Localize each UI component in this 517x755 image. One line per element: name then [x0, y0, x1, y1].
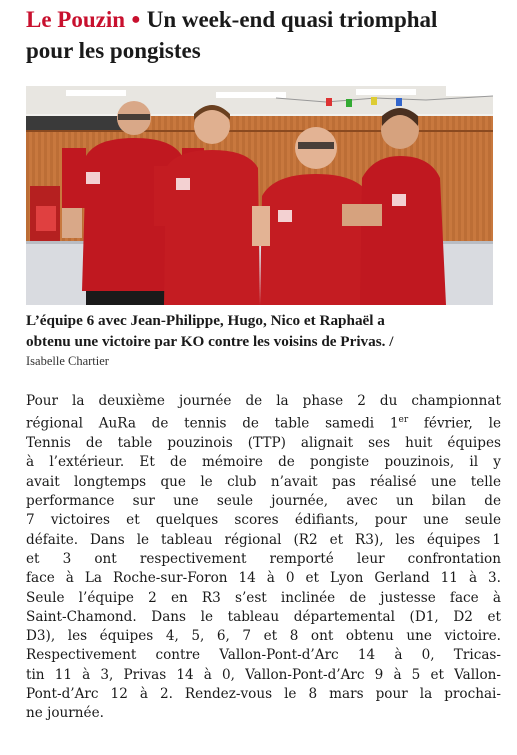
- body-line: Pour la deuxième journée de la phase 2 du championnat: [26, 393, 501, 409]
- body-line: Pont-d’Arc 12 à 2. Rendez-vous le 8 mars pour la prochai-: [26, 685, 501, 702]
- body-line: 7 victoires et quelques scores édifiants, pour une seule: [26, 512, 501, 529]
- team-photo: [26, 86, 493, 305]
- body-line: avait longtemps que le club n’avait pas réalisé une telle: [26, 473, 501, 490]
- body-line-text: régional AuRa de tennis de table samedi 1: [26, 415, 399, 432]
- ordinal-sup: er: [398, 415, 409, 426]
- body-line-tail: février, le: [408, 415, 501, 432]
- location-label: Le Pouzin: [26, 7, 126, 32]
- caption-line: obtenu une victoire par KO contre les voisins de Privas. /: [26, 333, 394, 350]
- caption-line: L’équipe 6 avec Jean-Philippe, Hugo, Nico et Raphaël a: [26, 312, 385, 329]
- body-line: Tennis de table pouzinois (TTP) alignait ses huit équipes: [26, 435, 501, 452]
- body-line: D3), les équipes 4, 5, 6, 7 et 8 ont obtenu une victoire.: [26, 628, 501, 645]
- article-body: [26, 392, 501, 724]
- body-line: Seule l’équipe 2 en R3 s’est inclinée de justesse face à: [26, 589, 501, 606]
- headline-title-2: pour les pongistes: [26, 38, 201, 63]
- headline: [26, 6, 501, 65]
- body-line: tin 11 à 3, Privas 14 à 0, Vallon-Pont-d’Arc 9 à 5 et Vallon-: [26, 666, 501, 683]
- body-line: [26, 411, 501, 434]
- headline-title-1: Un week-end quasi triomphal: [146, 7, 438, 32]
- body-line: performance sur une seule journée, avec un bilan de: [26, 493, 501, 510]
- body-line: défaite. Dans le tableau régional (R2 et R3), les équipes 1: [26, 531, 501, 548]
- photo-caption: [26, 310, 501, 352]
- body-line: à l’extérieur. Et de mémoire de pongiste pouzinois, il y: [26, 454, 501, 471]
- body-line: Saint-Chamond. Dans le tableau départemental (D1, D2 et: [26, 608, 501, 625]
- body-line: face à La Roche-sur-Foron 14 à 0 et Lyon Gerland 11 à 3.: [26, 570, 501, 587]
- photo-credit: Isabelle Chartier: [26, 354, 109, 368]
- body-line: et 3 ont respectivement remporté leur confrontation: [26, 550, 501, 567]
- bullet-icon: ●: [127, 11, 145, 28]
- body-line: Respectivement contre Vallon-Pont-d’Arc 14 à 0, Tricas-: [26, 647, 501, 664]
- body-line: ne journée.: [26, 705, 104, 722]
